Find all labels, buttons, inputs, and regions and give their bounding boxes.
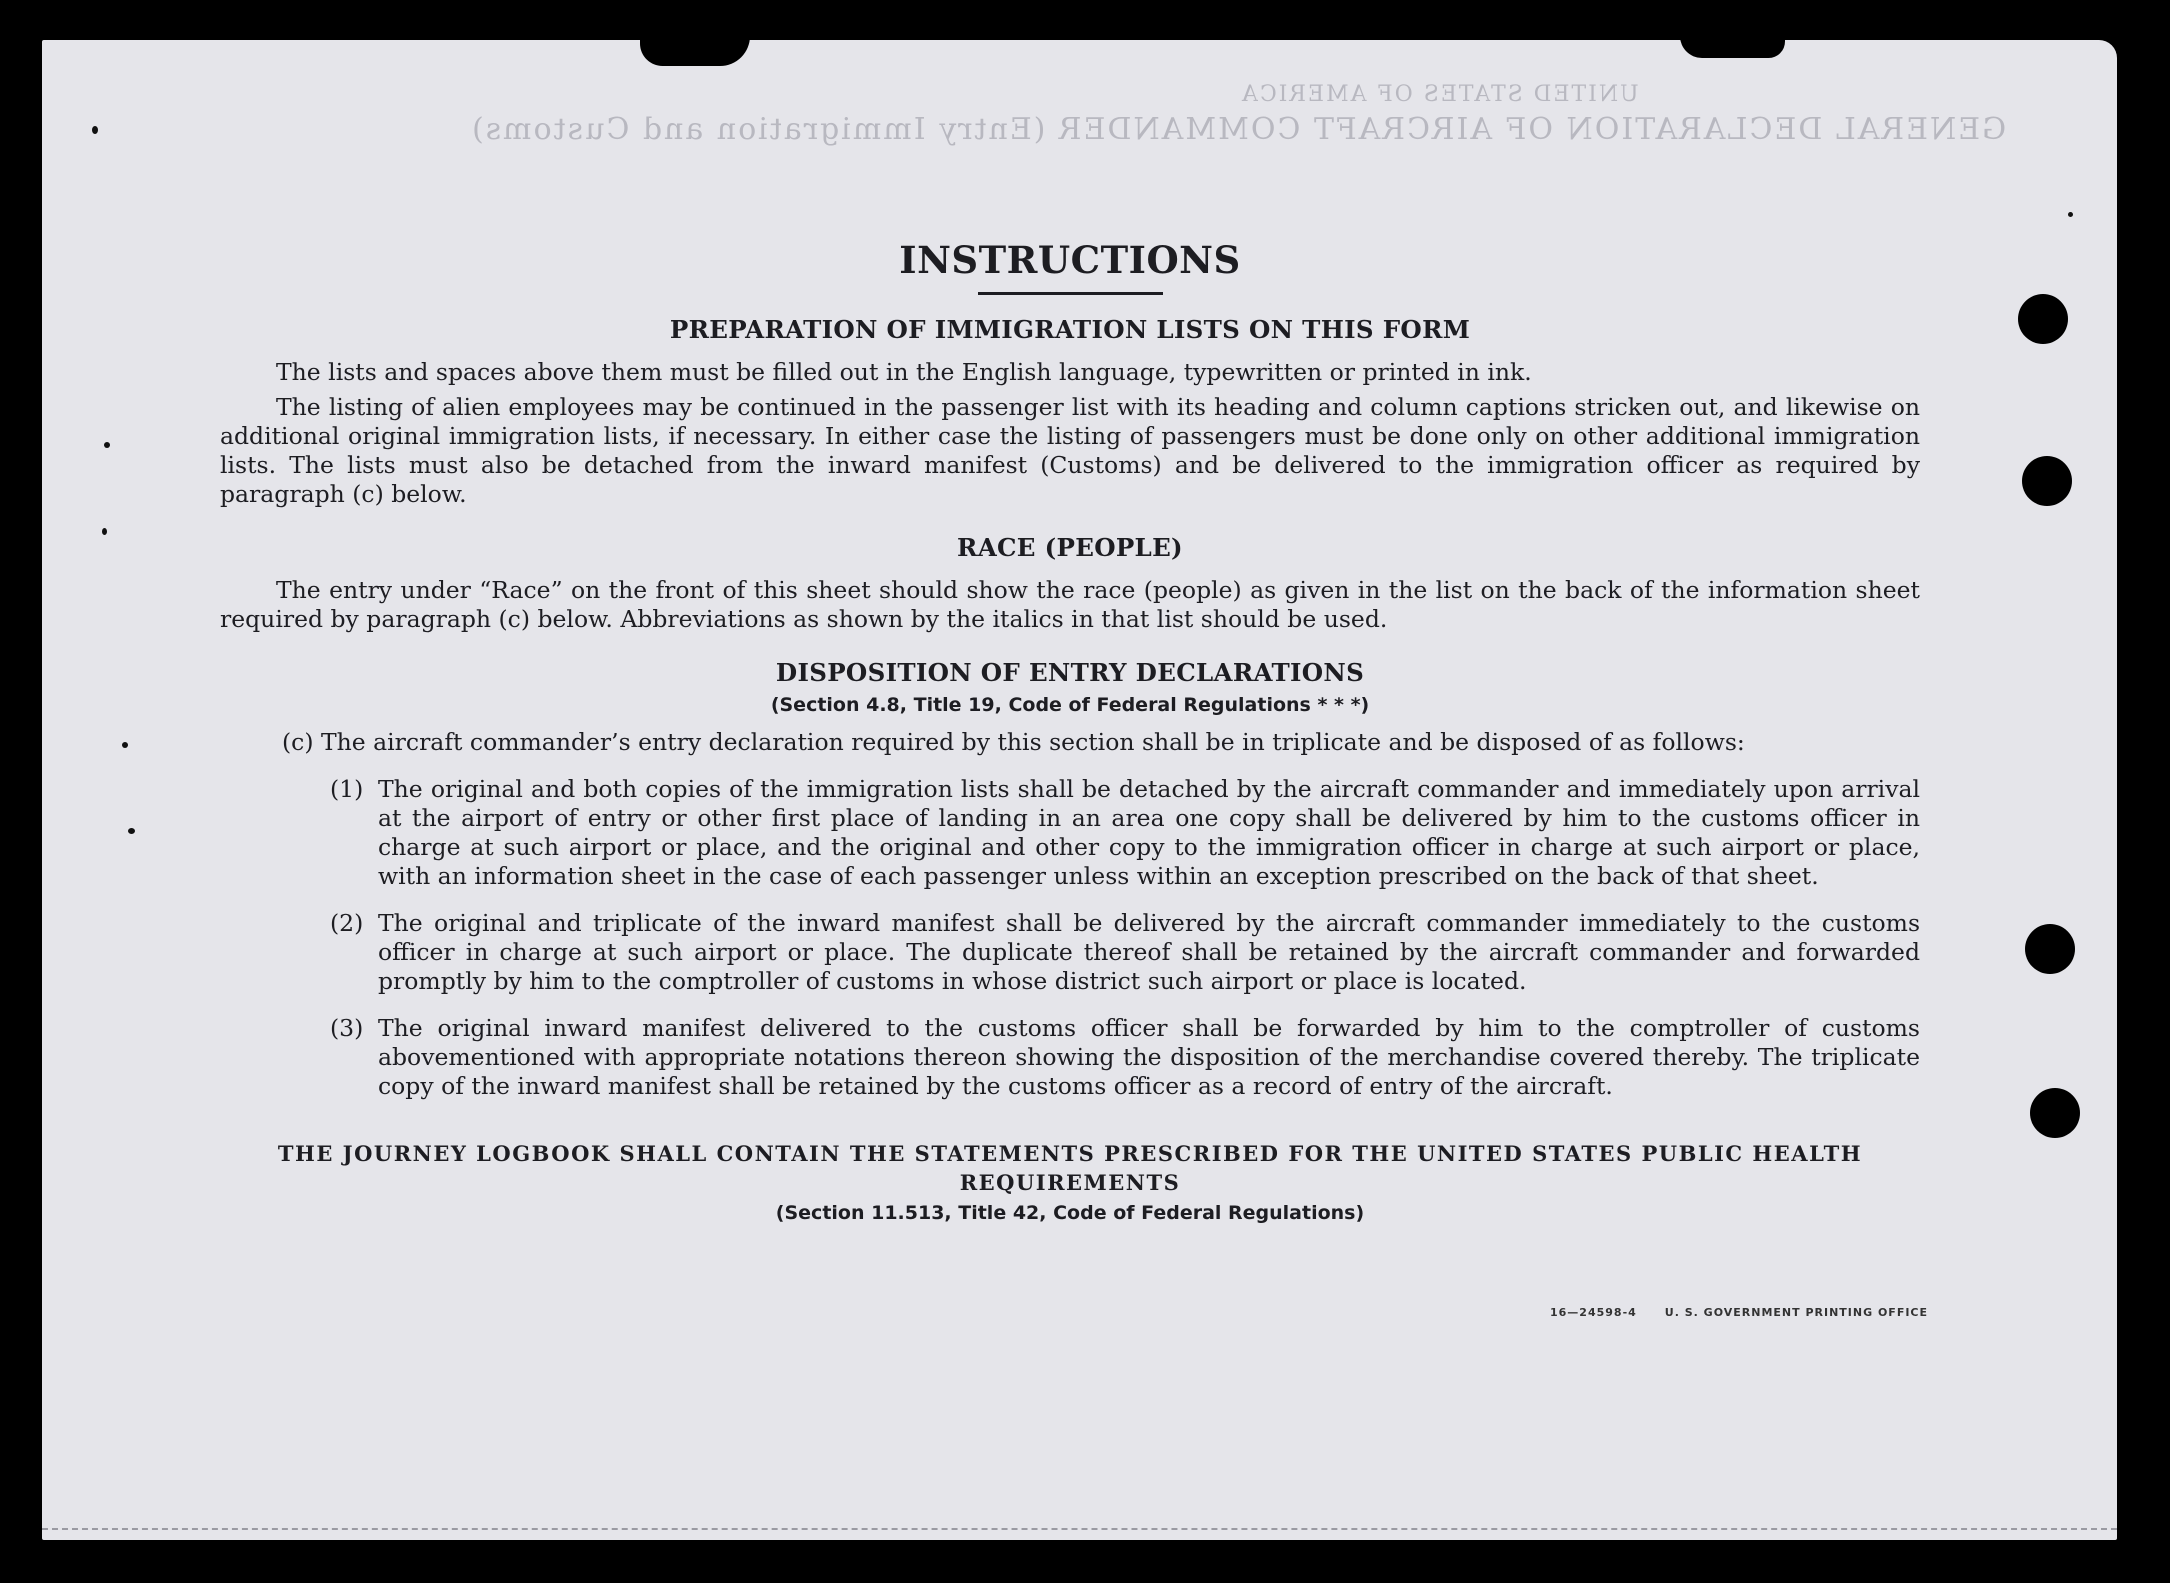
top-tear-right [1680, 36, 1785, 58]
item-text: The original inward manifest delivered to the customs officer shall be forwarded by him to the comptroller of customs abovementioned with appropriate notations thereon showing the disposition of the merchandise covered thereby. The triplicate copy of the inward manifest shall be retained by the customs officer as a record of entry of the aircraft. [378, 1014, 1920, 1100]
bleed-through-line: GENERAL DECLARATION OF AIRCRAFT COMMANDER (Entry Immigration and Customs) [470, 112, 2007, 147]
punch-hole [2025, 924, 2075, 974]
section-heading-disposition: DISPOSITION OF ENTRY DECLARATIONS [775, 658, 1365, 687]
list-item [330, 909, 1920, 996]
punch-hole [2030, 1088, 2080, 1138]
list-item [330, 775, 1920, 891]
paragraph: The listing of alien employees may be continued in the passenger list with its heading and column captions stricken out, and likewise on additional original immigration lists, if necessary. In either case the listing of passengers must be done only on other additional immigration lists. The lists must also be detached from the inward manifest (Customs) and be delivered to the immigration officer as required by paragraph (c) below. [220, 393, 1920, 508]
paragraph: The entry under “Race” on the front of this sheet should show the race (people) as given in the list on the back of the information sheet required by paragraph (c) below. Abbreviations as shown by the italics in that list should be used. [220, 576, 1920, 633]
item-number: (1) [330, 775, 364, 803]
punch-hole [2018, 294, 2068, 344]
section-citation: (Section 4.8, Title 19, Code of Federal Regulations * * *) [770, 694, 1370, 716]
footer-citation: (Section 11.513, Title 42, Code of Federal Regulations) [775, 1202, 1365, 1224]
item-text: The original and both copies of the immigration lists shall be detached by the aircraft commander and immediately upon arrival at the airport of entry or other first place of landing in an area one copy shall be delivered by him to the customs officer in charge at such airport or place, and the original and other copy to the immigration officer in charge at such airport or place, with an information sheet in the case of each passenger unless within an exception prescribed on the back of that sheet. [378, 775, 1920, 890]
punch-hole [2022, 456, 2072, 506]
instructions-body [220, 238, 1920, 1228]
printing-code [1550, 1306, 1928, 1319]
perforation-line [42, 1528, 2117, 1530]
form-number: 16—24598-4 [1550, 1306, 1637, 1319]
top-tear-left [640, 36, 750, 66]
paragraph: The lists and spaces above them must be filled out in the English language, typewritten or printed in ink. [276, 358, 1532, 386]
margin-speck [104, 442, 110, 448]
section-heading-race: RACE (PEOPLE) [957, 533, 1183, 562]
margin-speck [122, 742, 128, 748]
section-heading-immigration: PREPARATION OF IMMIGRATION LISTS ON THIS FORM [669, 315, 1471, 344]
clause-c: (c) The aircraft commander’s entry declaration required by this section shall be in triplicate and be disposed of as follows: [282, 728, 1745, 756]
bleed-through-line: UNITED STATES OF AMERICA [1240, 82, 1639, 107]
item-number: (2) [330, 909, 364, 937]
item-text: The original and triplicate of the inward manifest shall be delivered by the aircraft commander immediately to the customs officer in charge at such airport or place. The duplicate thereof shall be retained by the aircraft commander and forwarded promptly by him to the comptroller of customs in whose district such airport or place is located. [378, 909, 1920, 995]
footer-heading: THE JOURNEY LOGBOOK SHALL CONTAIN THE STATEMENTS PRESCRIBED FOR THE UNITED STATES PUBLIC HEALTH REQUIREMENTS [277, 1141, 1863, 1195]
margin-speck [2068, 212, 2073, 217]
list-item [330, 1014, 1920, 1101]
item-number: (3) [330, 1014, 364, 1042]
margin-speck [128, 828, 135, 834]
title-underline [978, 292, 1163, 295]
margin-speck [92, 126, 98, 134]
page-title: INSTRUCTIONS [899, 238, 1241, 282]
margin-speck [102, 528, 107, 535]
printer-name: U. S. GOVERNMENT PRINTING OFFICE [1664, 1306, 1929, 1319]
